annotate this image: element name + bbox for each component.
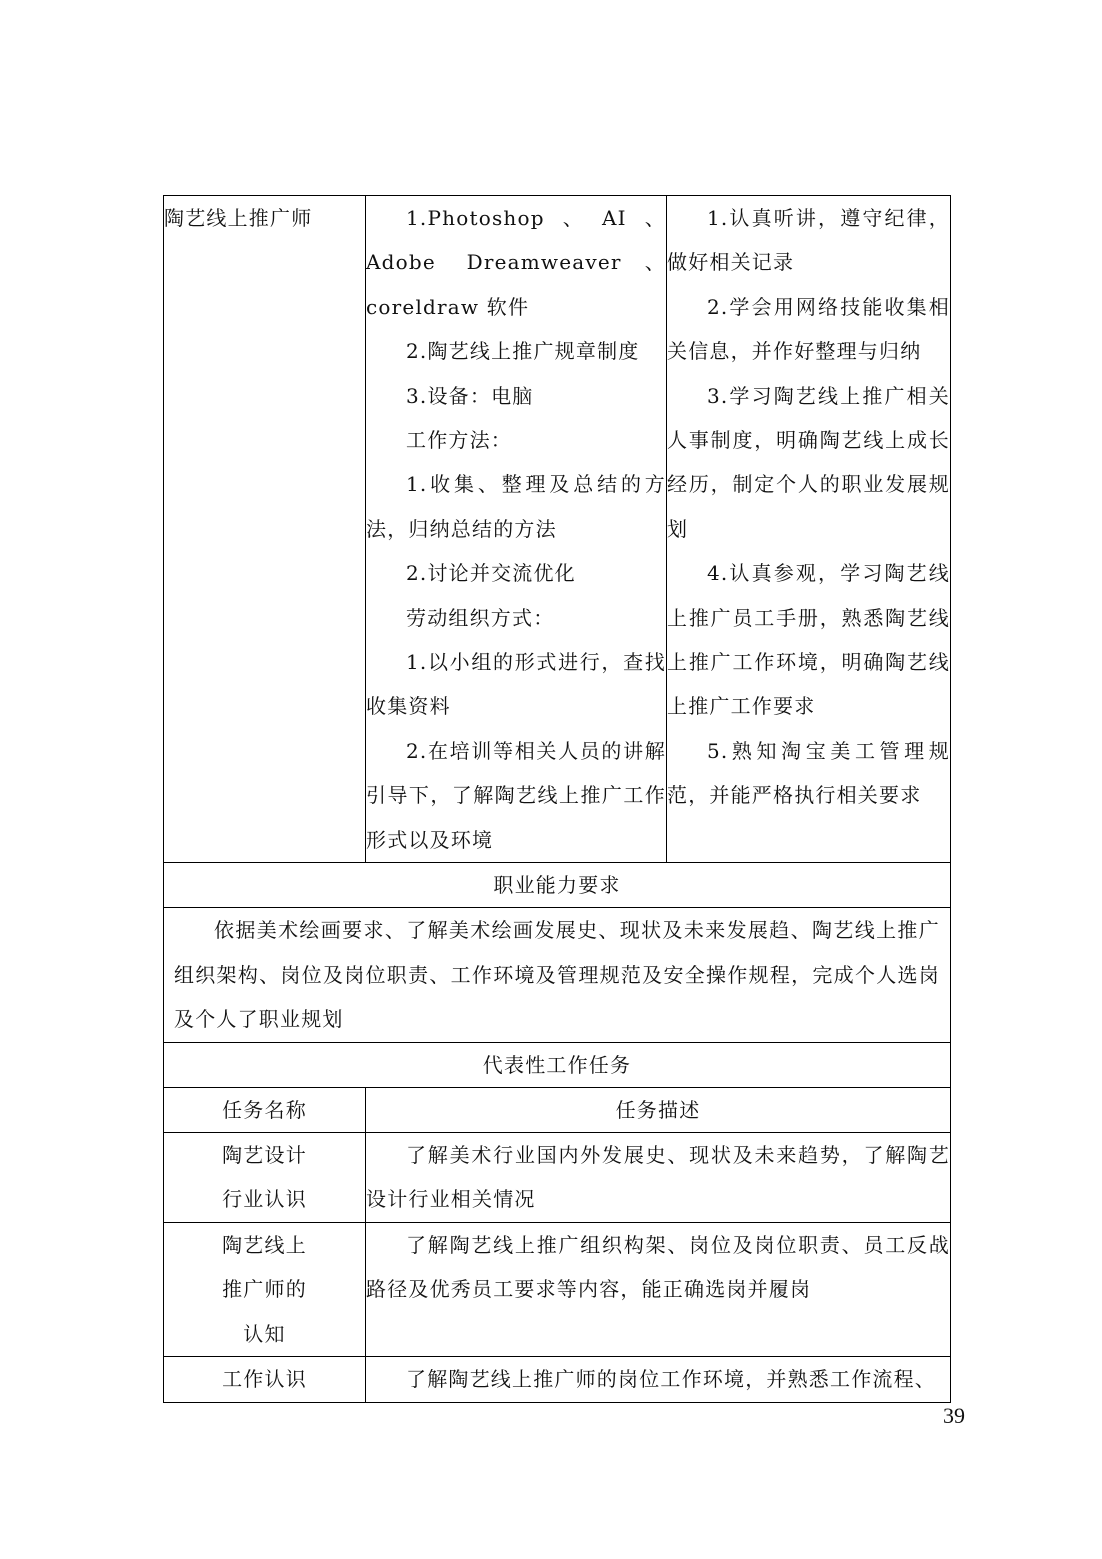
task-name: 工作认识 xyxy=(222,1367,307,1392)
requirement-item: 4.认真参观，学习陶艺线上推广员工手册，熟悉陶艺线上推广工作环境，明确陶艺线上推广工作要求 xyxy=(667,561,950,719)
page-number: 39 xyxy=(943,1403,965,1428)
organization-label: 劳动组织方式： xyxy=(406,605,555,630)
task-description: 了解美术行业国内外发展史、现状及未来趋势，了解陶艺设计行业相关情况 xyxy=(366,1132,951,1222)
ability-text-row xyxy=(164,908,951,1043)
task-desc-header: 任务描述 xyxy=(366,1087,951,1132)
method-item: 2.讨论并交流优化 xyxy=(406,561,576,586)
job-detail-row xyxy=(164,196,951,863)
requirement-item: 2.学会用网络技能收集相关信息，并作好整理与归纳 xyxy=(667,294,950,364)
organization-item: 2.在培训等相关人员的讲解引导下，了解陶艺线上推广工作形式以及环境 xyxy=(366,738,666,852)
job-title-cell xyxy=(164,196,366,863)
resources-methods-cell xyxy=(366,196,667,863)
task-name-cell xyxy=(164,1132,366,1222)
tasks-header: 代表性工作任务 xyxy=(164,1042,951,1087)
task-name-cell xyxy=(164,1357,366,1403)
resource-item: 1.Photoshop、AI、Adobe Dreamweaver、coreldraw 软件 xyxy=(366,206,666,319)
ability-header: 职业能力要求 xyxy=(164,863,951,908)
task-row xyxy=(164,1357,951,1403)
ability-header-row xyxy=(164,863,951,908)
resource-item: 2.陶艺线上推广规章制度 xyxy=(406,339,640,364)
task-description: 了解陶艺线上推广师的岗位工作环境，并熟悉工作流程、 xyxy=(366,1357,951,1403)
requirement-item: 3.学习陶艺线上推广相关人事制度，明确陶艺线上成长经历，制定个人的职业发展规划 xyxy=(667,383,950,541)
methods-label: 工作方法： xyxy=(406,428,512,453)
task-name: 陶艺设计行业认识 xyxy=(222,1142,307,1212)
requirement-item: 5.熟知淘宝美工管理规范，并能严格执行相关要求 xyxy=(667,738,950,808)
task-name-header: 任务名称 xyxy=(164,1087,366,1132)
task-row xyxy=(164,1222,951,1357)
method-item: 1.收集、整理及总结的方法，归纳总结的方法 xyxy=(366,472,666,541)
ability-text: 依据美术绘画要求、了解美术绘画发展史、现状及未来发展趋、陶艺线上推广组织架构、岗位及岗位职责、工作环境及管理规范及安全操作规程，完成个人选岗及个人了职业规划 xyxy=(174,918,940,1032)
requirements-cell xyxy=(667,196,951,863)
task-name-cell xyxy=(164,1222,366,1357)
task-description: 了解陶艺线上推广组织构架、岗位及岗位职责、员工反战路径及优秀员工要求等内容，能正确选岗并履岗 xyxy=(366,1222,951,1357)
tasks-column-header-row xyxy=(164,1087,951,1132)
organization-item: 1.以小组的形式进行，查找收集资料 xyxy=(366,650,666,719)
ability-text-cell xyxy=(164,908,951,1043)
task-name: 陶艺线上推广师的认知 xyxy=(222,1232,307,1346)
task-row xyxy=(164,1132,951,1222)
curriculum-table xyxy=(163,195,951,1403)
resource-item: 3.设备：电脑 xyxy=(406,383,534,408)
job-title: 陶艺线上推广师 xyxy=(164,206,313,230)
tasks-header-row xyxy=(164,1042,951,1087)
requirement-item: 1.认真听讲，遵守纪律，做好相关记录 xyxy=(667,206,950,275)
